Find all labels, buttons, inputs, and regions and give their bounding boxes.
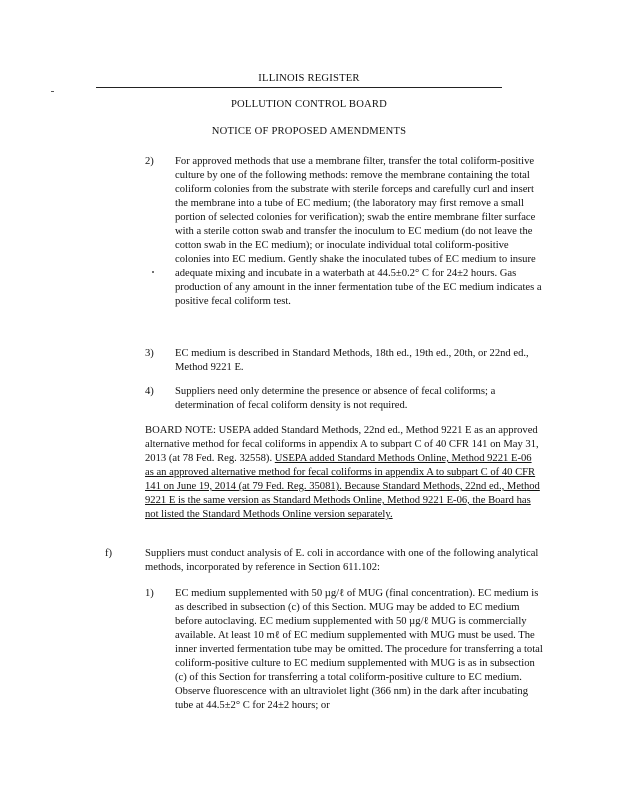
notice-title: NOTICE OF PROPOSED AMENDMENTS bbox=[211, 126, 407, 137]
register-title: ILLINOIS REGISTER bbox=[258, 73, 360, 84]
item-number: 1) bbox=[145, 588, 154, 599]
item-number: 4) bbox=[145, 386, 154, 397]
board-note bbox=[145, 424, 543, 522]
item-text: For approved methods that use a membrane filter, transfer the total coliform-positive culture by one of the following methods: remove the membrane containing the total coliform colonies from the substrate with sterile forceps and carefully curl and insert the membrane into a tube of EC medium; (the laboratory may first remove a small portion of selected colonies for verification); swab the entire membrane filter surface with a sterile cotton swab and transfer the inoculum to EC medium (do not leave the cotton swab in the EC medium); or inoculate individual total coliform-positive colonies into EC medium. Gently shake the inoculated tubes of EC medium to insure adequate mixing and incubate in a waterbath at 44.5±0.2° C for 24±2 hours. Gas production of any amount in the inner fermentation tube of the EC medium indicates a positive fecal coliform test. bbox=[175, 156, 542, 307]
item-text: Suppliers need only determine the presence or absence of fecal coliforms; a determination of fecal coliform density is not required. bbox=[175, 386, 496, 411]
item-number: 3) bbox=[145, 348, 154, 359]
board-title: POLLUTION CONTROL BOARD bbox=[230, 99, 388, 110]
section-text: Suppliers must conduct analysis of E. coli in accordance with one of the following analytical methods, incorporated by reference in Section 611.102: bbox=[145, 548, 539, 573]
item-text: EC medium is described in Standard Methods, 18th ed., 19th ed., 20th, or 22nd ed., Method 9221 E. bbox=[175, 348, 529, 373]
board-note-amendment: USEPA added Standard Methods Online, Method 9221 E-06 as an approved alternative method for fecal coliforms in appendix A to subpart C of 40 CFR 141 on June 19, 2014 (at 79 Fed. Reg. 35081). Because Standard Methods, 22nd ed., Method 9221 E is the same version as Standard Methods Online, Method 9221 E-06, the Board has not listed the Standard Methods Online version separately. bbox=[145, 453, 540, 520]
scan-mark bbox=[51, 91, 54, 92]
header-rule bbox=[96, 87, 502, 88]
scan-speck bbox=[152, 271, 154, 273]
item-number: 2) bbox=[145, 156, 154, 167]
item-text: EC medium supplemented with 50 µg/ℓ of MUG (final concentration). EC medium is as described in subsection (c) of this Section. MUG may be added to EC medium before autoclaving. EC medium supplemented with 50 µg/ℓ MUG is commercially available. At least 10 mℓ of EC medium supplemented with MUG must be used. The inner inverted fermentation tube may be omitted. The procedure for transferring a total coliform-positive culture to EC medium supplemented with MUG is as in subsection (c) of this Section for transferring a total coliform-positive culture to EC medium. Observe fluorescence with an ultraviolet light (366 nm) in the dark after incubating tube at 44.5±2° C for 24±2 hours; or bbox=[175, 588, 543, 711]
board-note-text: BOARD NOTE: USEPA added Standard Methods, 22nd ed., Method 9221 E as an approved alternative method for fecal coliforms in appendix A to subpart C of 40 CFR 141 on May 31, 2013 (at 78 Fed. Reg. 32558). bbox=[145, 425, 539, 464]
section-letter: f) bbox=[105, 548, 113, 559]
